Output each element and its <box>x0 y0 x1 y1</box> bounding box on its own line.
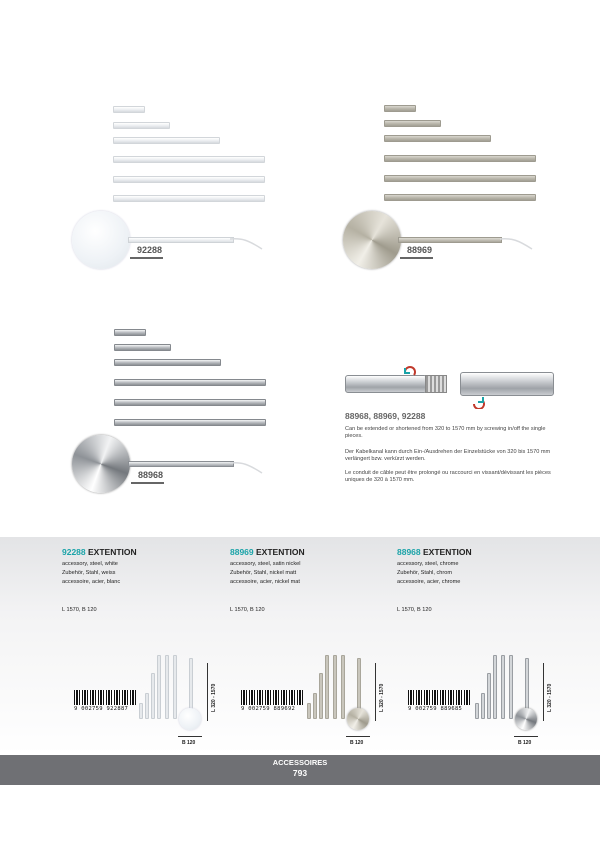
rod-segment <box>114 329 146 336</box>
product-number: 92288 <box>62 547 86 557</box>
barcode-digits: 9 002759 922887 <box>74 706 129 712</box>
dimension-label-vertical: L 320 - 1570 <box>211 683 217 712</box>
rod-stem <box>128 461 234 467</box>
detail-text-de: Der Kabelkanal kann durch Ein-/Ausdrehen der Einzelstücke von 320 bis 1570 mm verlängert bzw. verkürzt werden. <box>345 449 551 463</box>
rotate-arrow-icon <box>402 364 418 380</box>
barcode-digits: 9 002759 889685 <box>408 706 463 712</box>
cable-icon <box>500 232 534 252</box>
figure-label-underline <box>400 257 433 259</box>
detail-text-en: Can be extended or shortened from 320 to 1570 mm by screwing in/off the single pieces. <box>345 426 546 440</box>
thumb-rod <box>481 693 485 719</box>
rod-thread <box>425 375 447 393</box>
page-footer <box>0 755 600 785</box>
product-desc-en: accessory, steel, chrome <box>397 561 459 567</box>
thumb-rod <box>501 655 505 719</box>
product-dims: L 1570, B 120 <box>230 607 265 613</box>
thumb-rod <box>313 693 317 719</box>
rod-segment <box>113 195 265 202</box>
rod-segment <box>384 155 536 162</box>
thumb-rod <box>487 673 491 719</box>
rod-segment <box>384 105 416 112</box>
rod-stem <box>398 237 502 243</box>
thumb-rod <box>139 703 143 719</box>
thumb-rod <box>157 655 161 719</box>
page-number: 793 <box>292 768 308 778</box>
product-desc-de: Zubehör, Stahl, weiss <box>62 570 116 576</box>
thumb-rod <box>189 658 193 710</box>
rod-stem <box>128 237 234 243</box>
rod-segment <box>384 135 491 142</box>
product-title <box>62 547 137 557</box>
rotate-arrow-icon <box>470 393 486 409</box>
rod-segment <box>114 419 266 426</box>
thumb-rod <box>307 703 311 719</box>
dimension-line-vertical <box>375 663 376 721</box>
dimension-line-vertical <box>207 663 208 721</box>
product-name: EXTENTION <box>88 547 137 557</box>
canopy-disc <box>72 211 130 269</box>
thumb-rod <box>475 703 479 719</box>
product-desc-en: accessory, steel, white <box>62 561 118 567</box>
figure-label: 88969 <box>407 245 433 255</box>
figure-label: 88968 <box>138 470 164 480</box>
rod-segment <box>114 399 266 406</box>
rod-segment <box>113 106 145 113</box>
thumb-rod <box>357 658 361 710</box>
thumb-rod <box>333 655 337 719</box>
barcode <box>408 690 470 712</box>
rod-segment <box>384 175 536 182</box>
figure-label: 92288 <box>137 245 163 255</box>
product-dims: L 1570, B 120 <box>397 607 432 613</box>
thumb-rod <box>325 655 329 719</box>
detail-codes: 88968, 88969, 92288 <box>345 411 426 421</box>
figure-label-underline <box>131 482 164 484</box>
dimension-line-vertical <box>543 663 544 721</box>
product-name: EXTENTION <box>423 547 472 557</box>
dimension-line-horizontal <box>178 736 202 737</box>
dimension-label-horizontal: B 120 <box>518 740 532 746</box>
thumb-rod <box>165 655 169 719</box>
barcode <box>241 690 303 712</box>
thumb-disc <box>347 708 369 730</box>
thumb-disc <box>515 708 537 730</box>
rod-segment <box>114 344 171 351</box>
canopy-disc <box>72 435 130 493</box>
product-number: 88968 <box>397 547 421 557</box>
product-desc-en: accessory, steel, satin nickel <box>230 561 301 567</box>
dimension-line-horizontal <box>346 736 370 737</box>
cable-icon <box>230 232 264 252</box>
rod-segment <box>384 194 536 201</box>
product-title <box>230 547 305 557</box>
thumb-rod <box>525 658 529 710</box>
product-desc-de: Zubehör, Stahl, nickel matt <box>230 570 297 576</box>
rod-segment <box>113 122 170 129</box>
thumb-rod <box>319 673 323 719</box>
product-title <box>397 547 472 557</box>
product-desc-de: Zubehör, Stahl, chrom <box>397 570 453 576</box>
barcode-digits: 9 002759 889692 <box>241 706 296 712</box>
rod-segment <box>114 379 266 386</box>
figure-label-underline <box>130 257 163 259</box>
thumb-rod <box>509 655 513 719</box>
rod-segment <box>113 176 265 183</box>
dimension-label-vertical: L 320 - 1570 <box>547 683 553 712</box>
detail-text-fr: Le conduit de câble peut être prolongé ou raccourci en vissant/dévissant les pièces uniques de 320 à 1570 mm. <box>345 470 551 484</box>
product-name: EXTENTION <box>256 547 305 557</box>
dimension-label-horizontal: B 120 <box>182 740 196 746</box>
rod-segment <box>384 120 441 127</box>
canopy-disc <box>343 211 401 269</box>
rod-segment <box>113 137 220 144</box>
thumb-rod <box>145 693 149 719</box>
footer-category: ACCESSOIRES <box>272 758 328 767</box>
dimension-line-horizontal <box>514 736 538 737</box>
product-desc-fr: accessoire, acier, chrome <box>397 579 461 585</box>
thumb-rod <box>341 655 345 719</box>
thumb-disc <box>179 708 201 730</box>
dimension-label-horizontal: B 120 <box>350 740 364 746</box>
product-dims: L 1570, B 120 <box>62 607 97 613</box>
cable-icon <box>230 456 264 476</box>
thumb-rod <box>151 673 155 719</box>
product-desc-fr: accessoire, acier, blanc <box>62 579 121 585</box>
barcode <box>74 690 136 712</box>
thumb-rod <box>173 655 177 719</box>
rod-segment <box>113 156 265 163</box>
product-number: 88969 <box>230 547 254 557</box>
product-desc-fr: accessoire, acier, nickel mat <box>230 579 300 585</box>
thumb-rod <box>493 655 497 719</box>
dimension-label-vertical: L 320 - 1570 <box>379 683 385 712</box>
rod-segment <box>114 359 221 366</box>
